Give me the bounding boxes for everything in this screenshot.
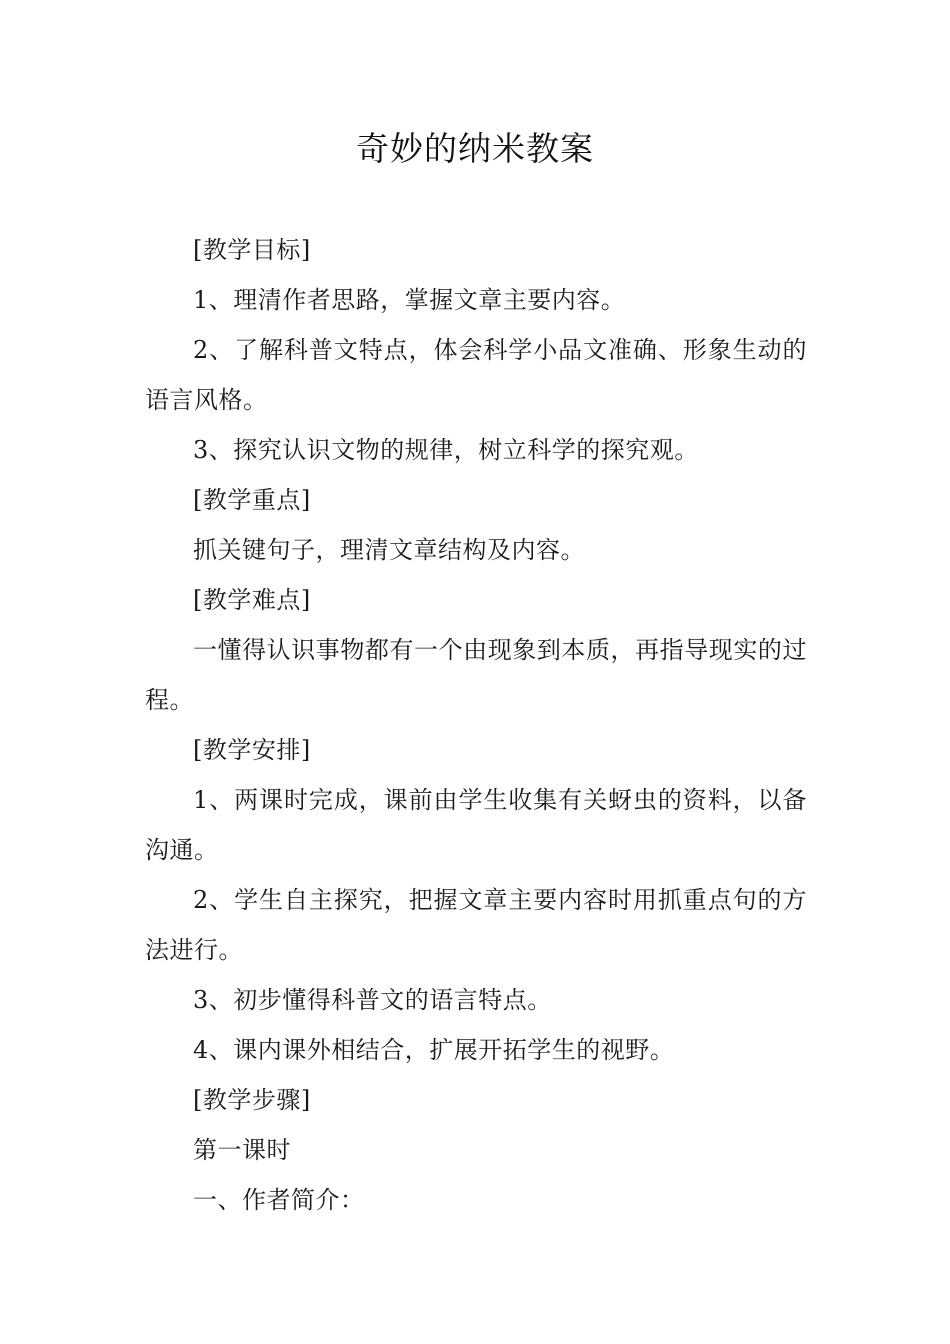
section-heading-arrangement: [教学安排] [193,736,311,764]
arrangement-item-4: 4、课内课外相结合，扩展开拓学生的视野。 [193,1036,675,1064]
arrangement-item-3: 3、初步懂得科普文的语言特点。 [193,986,552,1014]
section-heading-key-points: [教学重点] [193,486,311,514]
objective-item-3: 3、探究认识文物的规律，树立科学的探究观。 [193,436,699,464]
lesson-heading: 第一课时 [193,1136,291,1164]
step-heading-author: 一、作者简介： [193,1186,365,1214]
difficulty-text: 一懂得认识事物都有一个由现象到本质，再指导现实的过程。 [145,636,807,714]
section-heading-steps: [教学步骤] [193,1086,311,1114]
section-heading-difficulties: [教学难点] [193,586,311,614]
document-title: 奇妙的纳米教案 [356,129,594,168]
objective-item-2: 2、了解科普文特点，体会科学小品文准确、形象生动的语言风格。 [145,336,807,414]
arrangement-item-1: 1、两课时完成，课前由学生收集有关蚜虫的资料，以备沟通。 [145,786,807,864]
key-point-text: 抓关键句子，理清文章结构及内容。 [193,536,585,564]
arrangement-item-2: 2、学生自主探究，把握文章主要内容时用抓重点句的方法进行。 [145,886,807,964]
objective-item-1: 1、理清作者思路，掌握文章主要内容。 [193,286,626,314]
section-heading-objectives: [教学目标] [193,236,311,264]
document-body [145,225,807,1225]
